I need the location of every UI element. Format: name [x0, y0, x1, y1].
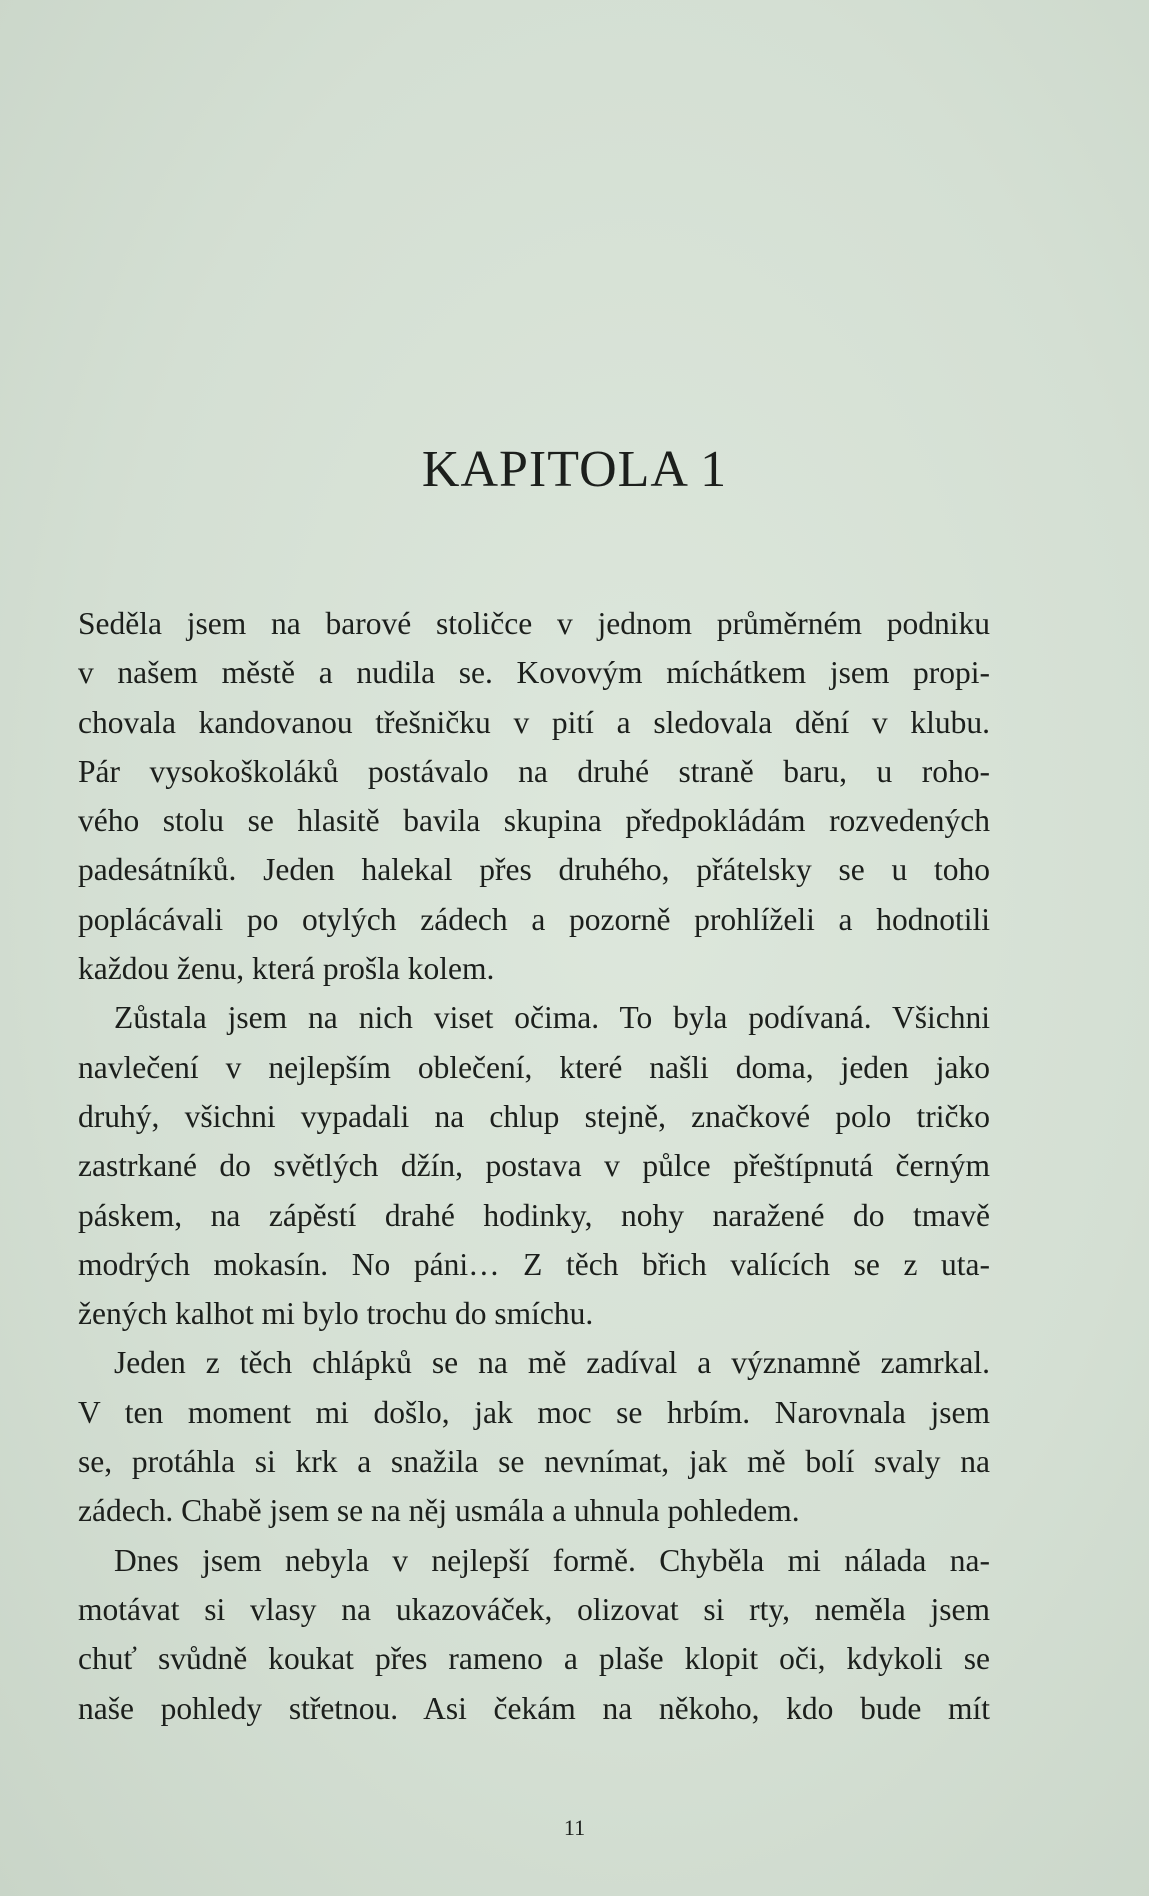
text-line: vého stolu se hlasitě bavila skupina předpokládám rozvedených — [78, 803, 990, 839]
text-line: V ten moment mi došlo, jak moc se hrbím. Narovnala jsem — [78, 1394, 990, 1430]
text-line: modrých mokasín. No páni… Z těch břich valících se z uta- — [78, 1246, 990, 1282]
text-line: Seděla jsem na barové stoličce v jednom průměrném podniku — [78, 606, 990, 641]
text-line: páskem, na zápěstí drahé hodinky, nohy naražené do tmavě — [78, 1197, 990, 1233]
text-line: navlečení v nejlepším oblečení, které našli doma, jeden jako — [78, 1049, 990, 1085]
text-line: Zůstala jsem na nich viset očima. To byla podívaná. Všichni — [114, 1000, 990, 1036]
text-line: každou ženu, která prošla kolem. — [78, 951, 495, 987]
chapter-body — [78, 599, 990, 1733]
text-line: poplácávali po otylých zádech a pozorně prohlíželi a hodnotili — [78, 901, 990, 937]
text-line: padesátníků. Jeden halekal přes druhého, přátelsky se u toho — [78, 852, 990, 888]
text-line: chovala kandovanou třešničku v pití a sledovala dění v klubu. — [78, 704, 990, 740]
text-line: Dnes jsem nebyla v nejlepší formě. Chyběla mi nálada na- — [114, 1542, 990, 1578]
text-line: naše pohledy střetnou. Asi čekám na někoho, kdo bude mít — [78, 1690, 990, 1726]
text-line: druhý, všichni vypadali na chlup stejně, značkové polo tričko — [78, 1098, 990, 1134]
text-line: zádech. Chabě jsem se na něj usmála a uhnula pohledem. — [78, 1493, 800, 1529]
text-line: chuť svůdně koukat přes rameno a plaše klopit oči, kdykoli se — [78, 1641, 990, 1677]
text-line: motávat si vlasy na ukazováček, olizovat si rty, neměla jsem — [78, 1591, 990, 1627]
chapter-title: KAPITOLA 1 — [421, 441, 728, 498]
text-line: žených kalhot mi bylo trochu do smíchu. — [78, 1296, 594, 1332]
paragraph — [78, 993, 990, 1338]
text-line: zastrkané do světlých džín, postava v půlce přeštípnutá černým — [78, 1148, 990, 1184]
paragraph — [78, 1338, 990, 1535]
text-line: Jeden z těch chlápků se na mě zadíval a významně zamrkal. — [114, 1345, 990, 1381]
paragraph — [78, 1536, 990, 1733]
text-line: se, protáhla si krk a snažila se nevnímat, jak mě bolí svaly na — [78, 1444, 990, 1480]
text-line: v našem městě a nudila se. Kovovým míchátkem jsem propi- — [78, 655, 990, 691]
text-line: Pár vysokoškoláků postávalo na druhé straně baru, u roho- — [78, 753, 990, 789]
page-number: 11 — [563, 1815, 586, 1840]
paragraph — [78, 599, 990, 993]
